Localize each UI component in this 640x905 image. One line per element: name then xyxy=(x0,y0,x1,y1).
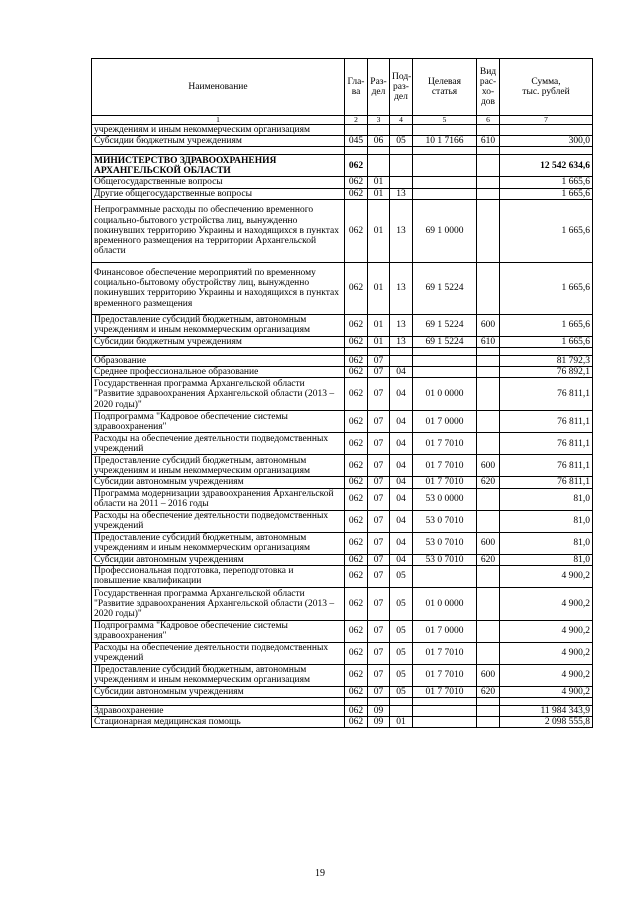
cell-target xyxy=(413,565,477,587)
cell-sum: 4 900,2 xyxy=(500,565,593,587)
table-row xyxy=(92,125,593,136)
cell-sum: 1 665,6 xyxy=(500,314,593,336)
cell-vid xyxy=(477,510,500,532)
cell-target xyxy=(413,188,477,199)
cell-sum: 4 900,2 xyxy=(500,587,593,620)
cell-target: 01 0 0000 xyxy=(413,587,477,620)
table-row xyxy=(92,620,593,642)
cell-razdel: 01 xyxy=(368,336,390,347)
table-row xyxy=(92,356,593,367)
cell-glava: 062 xyxy=(345,717,368,728)
cell-name: Финансовое обеспечение мероприятий по временному социально-бытовому обустройству лиц, вынужденно покинувших территорию Украины и находящихся в пунктах временного размещения xyxy=(92,262,345,314)
column-number: 2 xyxy=(345,116,368,125)
cell-sum: 2 098 555,8 xyxy=(500,717,593,728)
cell-razdel xyxy=(368,125,390,136)
cell-target xyxy=(413,706,477,717)
cell-name: Субсидии автономным учреждениям xyxy=(92,686,345,697)
cell-target: 01 7 7010 xyxy=(413,433,477,455)
cell-vid: 600 xyxy=(477,314,500,336)
column-number: 7 xyxy=(500,116,593,125)
header-vid: Вид рас- хо- дов xyxy=(477,59,500,116)
cell-podrazdel: 05 xyxy=(390,642,413,664)
cell-razdel: 07 xyxy=(368,554,390,565)
cell-razdel: 06 xyxy=(368,136,390,147)
table-row xyxy=(92,554,593,565)
cell-vid xyxy=(477,188,500,199)
spacer-cell xyxy=(390,698,413,706)
cell-name: Общегосударственные вопросы xyxy=(92,177,345,188)
cell-name: Среднее профессиональное образование xyxy=(92,367,345,378)
cell-glava: 062 xyxy=(345,177,368,188)
cell-glava: 062 xyxy=(345,367,368,378)
cell-podrazdel xyxy=(390,706,413,717)
cell-podrazdel xyxy=(390,155,413,177)
spacer-cell xyxy=(345,698,368,706)
cell-podrazdel: 04 xyxy=(390,488,413,510)
cell-glava: 062 xyxy=(345,336,368,347)
table-row xyxy=(92,314,593,336)
cell-razdel: 07 xyxy=(368,565,390,587)
spacer-cell xyxy=(390,348,413,356)
cell-name: Субсидии автономным учреждениям xyxy=(92,554,345,565)
spacer-row xyxy=(92,698,593,706)
cell-sum: 11 984 343,9 xyxy=(500,706,593,717)
cell-name: Государственная программа Архангельской области "Развитие здравоохранения Архангельской области (2013 – 2020 годы)" xyxy=(92,587,345,620)
table-row xyxy=(92,510,593,532)
spacer-cell xyxy=(500,348,593,356)
header-glava: Гла- ва xyxy=(345,59,368,116)
cell-razdel: 01 xyxy=(368,262,390,314)
cell-target: 69 1 5224 xyxy=(413,262,477,314)
spacer-cell xyxy=(345,348,368,356)
table-body xyxy=(92,125,593,728)
table-row xyxy=(92,587,593,620)
cell-name: Подпрограмма "Кадровое обеспечение системы здравоохранения" xyxy=(92,620,345,642)
header-target: Целевая статья xyxy=(413,59,477,116)
cell-razdel: 07 xyxy=(368,455,390,477)
cell-razdel: 07 xyxy=(368,367,390,378)
cell-target: 01 7 7010 xyxy=(413,477,477,488)
cell-glava: 062 xyxy=(345,188,368,199)
table-row xyxy=(92,642,593,664)
cell-razdel: 07 xyxy=(368,686,390,697)
cell-target: 69 1 5224 xyxy=(413,336,477,347)
cell-sum: 81,0 xyxy=(500,510,593,532)
table-row xyxy=(92,477,593,488)
cell-name: Непрограммные расходы по обеспечению временного социально-бытового устройства лиц, вынужденно покинувших территорию Украины и находящихся в пунктах временного размещения на территории Архангельской области xyxy=(92,199,345,262)
cell-glava: 062 xyxy=(345,356,368,367)
cell-sum: 1 665,6 xyxy=(500,188,593,199)
cell-name: МИНИСТЕРСТВО ЗДРАВООХРАНЕНИЯ АРХАНГЕЛЬСКОЙ ОБЛАСТИ xyxy=(92,155,345,177)
cell-podrazdel: 13 xyxy=(390,314,413,336)
cell-target: 01 7 0000 xyxy=(413,620,477,642)
cell-vid xyxy=(477,367,500,378)
cell-razdel: 07 xyxy=(368,356,390,367)
cell-glava: 062 xyxy=(345,455,368,477)
cell-name: Предоставление субсидий бюджетным, автономным учреждениям и иным некоммерческим организациям xyxy=(92,314,345,336)
cell-name: Предоставление субсидий бюджетным, автономным учреждениям и иным некоммерческим организациям xyxy=(92,532,345,554)
cell-razdel: 01 xyxy=(368,199,390,262)
cell-vid: 610 xyxy=(477,136,500,147)
cell-razdel: 07 xyxy=(368,433,390,455)
cell-razdel xyxy=(368,155,390,177)
cell-podrazdel xyxy=(390,177,413,188)
cell-podrazdel: 04 xyxy=(390,433,413,455)
cell-sum: 1 665,6 xyxy=(500,177,593,188)
table-row xyxy=(92,565,593,587)
cell-razdel: 09 xyxy=(368,717,390,728)
cell-razdel: 07 xyxy=(368,477,390,488)
cell-vid xyxy=(477,587,500,620)
cell-name: Предоставление субсидий бюджетным, автономным учреждениям и иным некоммерческим организациям xyxy=(92,664,345,686)
spacer-cell xyxy=(92,348,345,356)
cell-name: Образование xyxy=(92,356,345,367)
cell-glava: 062 xyxy=(345,686,368,697)
cell-sum: 76 811,1 xyxy=(500,477,593,488)
cell-vid xyxy=(477,199,500,262)
cell-name: Другие общегосударственные вопросы xyxy=(92,188,345,199)
cell-target: 01 7 7010 xyxy=(413,455,477,477)
cell-glava: 062 xyxy=(345,642,368,664)
budget-table-container xyxy=(91,58,592,728)
column-number: 6 xyxy=(477,116,500,125)
cell-vid xyxy=(477,717,500,728)
cell-name: Государственная программа Архангельской области "Развитие здравоохранения Архангельской области (2013 – 2020 годы)" xyxy=(92,378,345,411)
cell-glava: 062 xyxy=(345,477,368,488)
header-sum: Сумма, тыс. рублей xyxy=(500,59,593,116)
spacer-cell xyxy=(413,698,477,706)
cell-sum: 76 811,1 xyxy=(500,411,593,433)
cell-vid: 600 xyxy=(477,455,500,477)
cell-target: 53 0 7010 xyxy=(413,532,477,554)
spacer-cell xyxy=(92,698,345,706)
spacer-cell xyxy=(477,698,500,706)
cell-razdel: 01 xyxy=(368,188,390,199)
cell-razdel: 07 xyxy=(368,378,390,411)
cell-glava: 062 xyxy=(345,378,368,411)
cell-glava: 062 xyxy=(345,314,368,336)
spacer-cell xyxy=(413,348,477,356)
cell-razdel: 07 xyxy=(368,587,390,620)
cell-name: Субсидии бюджетным учреждениям xyxy=(92,336,345,347)
cell-podrazdel: 13 xyxy=(390,199,413,262)
cell-target xyxy=(413,717,477,728)
table-row xyxy=(92,455,593,477)
cell-name: учреждениям и иным некоммерческим организациям xyxy=(92,125,345,136)
cell-target xyxy=(413,125,477,136)
cell-glava: 062 xyxy=(345,433,368,455)
cell-razdel: 01 xyxy=(368,314,390,336)
spacer-cell xyxy=(413,147,477,155)
table-row xyxy=(92,433,593,455)
cell-vid xyxy=(477,433,500,455)
cell-target xyxy=(413,177,477,188)
cell-vid xyxy=(477,488,500,510)
page-number: 19 xyxy=(315,868,325,879)
cell-podrazdel: 04 xyxy=(390,411,413,433)
spacer-cell xyxy=(500,147,593,155)
cell-glava: 062 xyxy=(345,411,368,433)
cell-razdel: 09 xyxy=(368,706,390,717)
header-podrazdel: Под- раз- дел xyxy=(390,59,413,116)
cell-podrazdel: 05 xyxy=(390,587,413,620)
cell-vid: 620 xyxy=(477,477,500,488)
cell-glava: 062 xyxy=(345,510,368,532)
cell-glava: 062 xyxy=(345,488,368,510)
cell-target: 53 0 7010 xyxy=(413,510,477,532)
cell-vid xyxy=(477,620,500,642)
cell-sum: 1 665,6 xyxy=(500,199,593,262)
table-row xyxy=(92,717,593,728)
cell-sum: 81,0 xyxy=(500,532,593,554)
spacer-cell xyxy=(368,147,390,155)
table-row xyxy=(92,411,593,433)
column-number: 5 xyxy=(413,116,477,125)
cell-vid xyxy=(477,356,500,367)
cell-sum: 76 811,1 xyxy=(500,455,593,477)
cell-glava: 062 xyxy=(345,262,368,314)
cell-sum: 300,0 xyxy=(500,136,593,147)
table-row xyxy=(92,378,593,411)
cell-razdel: 07 xyxy=(368,664,390,686)
cell-glava: 062 xyxy=(345,199,368,262)
cell-glava: 062 xyxy=(345,565,368,587)
cell-sum xyxy=(500,125,593,136)
cell-glava: 062 xyxy=(345,620,368,642)
cell-podrazdel xyxy=(390,125,413,136)
cell-target: 01 7 7010 xyxy=(413,686,477,697)
table-header xyxy=(92,59,593,125)
cell-vid: 600 xyxy=(477,664,500,686)
column-number-row xyxy=(92,116,593,125)
cell-razdel: 07 xyxy=(368,411,390,433)
cell-podrazdel: 04 xyxy=(390,367,413,378)
cell-target xyxy=(413,367,477,378)
cell-glava: 062 xyxy=(345,532,368,554)
cell-target: 01 7 0000 xyxy=(413,411,477,433)
spacer-cell xyxy=(345,147,368,155)
column-number: 3 xyxy=(368,116,390,125)
cell-podrazdel: 04 xyxy=(390,455,413,477)
cell-glava xyxy=(345,125,368,136)
cell-podrazdel: 04 xyxy=(390,477,413,488)
column-number: 4 xyxy=(390,116,413,125)
cell-sum: 76 811,1 xyxy=(500,378,593,411)
cell-vid xyxy=(477,125,500,136)
cell-vid: 600 xyxy=(477,532,500,554)
cell-sum: 81,0 xyxy=(500,554,593,565)
table-row xyxy=(92,686,593,697)
cell-target xyxy=(413,155,477,177)
cell-podrazdel: 05 xyxy=(390,664,413,686)
cell-vid xyxy=(477,177,500,188)
cell-vid: 620 xyxy=(477,686,500,697)
cell-vid xyxy=(477,378,500,411)
table-row xyxy=(92,336,593,347)
cell-sum: 4 900,2 xyxy=(500,642,593,664)
cell-vid xyxy=(477,155,500,177)
cell-vid: 610 xyxy=(477,336,500,347)
cell-target: 53 0 7010 xyxy=(413,554,477,565)
table-row xyxy=(92,199,593,262)
table-row xyxy=(92,188,593,199)
cell-podrazdel: 05 xyxy=(390,620,413,642)
cell-razdel: 07 xyxy=(368,620,390,642)
cell-target: 10 1 7166 xyxy=(413,136,477,147)
cell-target: 53 0 0000 xyxy=(413,488,477,510)
cell-glava: 062 xyxy=(345,664,368,686)
cell-name: Здравоохранение xyxy=(92,706,345,717)
cell-vid xyxy=(477,411,500,433)
cell-vid xyxy=(477,262,500,314)
cell-target: 01 7 7010 xyxy=(413,642,477,664)
cell-glava: 045 xyxy=(345,136,368,147)
cell-podrazdel xyxy=(390,356,413,367)
cell-vid: 620 xyxy=(477,554,500,565)
header-razdel: Раз- дел xyxy=(368,59,390,116)
cell-podrazdel: 05 xyxy=(390,686,413,697)
cell-razdel: 07 xyxy=(368,532,390,554)
spacer-cell xyxy=(500,698,593,706)
cell-sum: 81,0 xyxy=(500,488,593,510)
cell-name: Стационарная медицинская помощь xyxy=(92,717,345,728)
cell-podrazdel: 01 xyxy=(390,717,413,728)
cell-sum: 4 900,2 xyxy=(500,620,593,642)
cell-sum: 4 900,2 xyxy=(500,664,593,686)
cell-vid xyxy=(477,565,500,587)
budget-table xyxy=(91,58,593,728)
cell-target: 01 0 0000 xyxy=(413,378,477,411)
cell-sum: 4 900,2 xyxy=(500,686,593,697)
cell-razdel: 07 xyxy=(368,642,390,664)
cell-vid xyxy=(477,706,500,717)
spacer-cell xyxy=(368,348,390,356)
table-row xyxy=(92,706,593,717)
cell-razdel: 07 xyxy=(368,510,390,532)
cell-razdel: 07 xyxy=(368,488,390,510)
cell-name: Расходы на обеспечение деятельности подведомственных учреждений xyxy=(92,433,345,455)
cell-target: 69 1 5224 xyxy=(413,314,477,336)
cell-glava: 062 xyxy=(345,554,368,565)
cell-glava: 062 xyxy=(345,155,368,177)
cell-podrazdel: 04 xyxy=(390,554,413,565)
spacer-cell xyxy=(368,698,390,706)
table-row xyxy=(92,262,593,314)
cell-name: Программа модернизации здравоохранения Архангельской области на 2011 – 2016 годы xyxy=(92,488,345,510)
cell-podrazdel: 13 xyxy=(390,262,413,314)
spacer-cell xyxy=(477,147,500,155)
table-row xyxy=(92,532,593,554)
cell-podrazdel: 05 xyxy=(390,565,413,587)
cell-sum: 1 665,6 xyxy=(500,262,593,314)
cell-name: Субсидии автономным учреждениям xyxy=(92,477,345,488)
cell-sum: 76 892,1 xyxy=(500,367,593,378)
cell-sum: 1 665,6 xyxy=(500,336,593,347)
header-name: Наименование xyxy=(92,59,345,116)
table-row xyxy=(92,136,593,147)
cell-podrazdel: 04 xyxy=(390,378,413,411)
cell-sum: 76 811,1 xyxy=(500,433,593,455)
cell-podrazdel: 13 xyxy=(390,188,413,199)
cell-name: Предоставление субсидий бюджетным, автономным учреждениям и иным некоммерческим организациям xyxy=(92,455,345,477)
table-row xyxy=(92,664,593,686)
cell-glava: 062 xyxy=(345,706,368,717)
spacer-cell xyxy=(92,147,345,155)
cell-podrazdel: 05 xyxy=(390,136,413,147)
table-row xyxy=(92,488,593,510)
table-row xyxy=(92,367,593,378)
cell-name: Расходы на обеспечение деятельности подведомственных учреждений xyxy=(92,510,345,532)
spacer-row xyxy=(92,147,593,155)
spacer-row xyxy=(92,348,593,356)
cell-vid xyxy=(477,642,500,664)
cell-target: 69 1 0000 xyxy=(413,199,477,262)
cell-name: Подпрограмма "Кадровое обеспечение системы здравоохранения" xyxy=(92,411,345,433)
spacer-cell xyxy=(390,147,413,155)
cell-target: 01 7 7010 xyxy=(413,664,477,686)
cell-podrazdel: 13 xyxy=(390,336,413,347)
cell-glava: 062 xyxy=(345,587,368,620)
cell-name: Субсидии бюджетным учреждениям xyxy=(92,136,345,147)
cell-target xyxy=(413,356,477,367)
table-row xyxy=(92,155,593,177)
cell-podrazdel: 04 xyxy=(390,510,413,532)
column-number: 1 xyxy=(92,116,345,125)
cell-sum: 12 542 634,6 xyxy=(500,155,593,177)
cell-name: Профессиональная подготовка, переподготовка и повышение квалификации xyxy=(92,565,345,587)
cell-name: Расходы на обеспечение деятельности подведомственных учреждений xyxy=(92,642,345,664)
table-row xyxy=(92,177,593,188)
cell-podrazdel: 04 xyxy=(390,532,413,554)
spacer-cell xyxy=(477,348,500,356)
cell-sum: 81 792,3 xyxy=(500,356,593,367)
cell-razdel: 01 xyxy=(368,177,390,188)
